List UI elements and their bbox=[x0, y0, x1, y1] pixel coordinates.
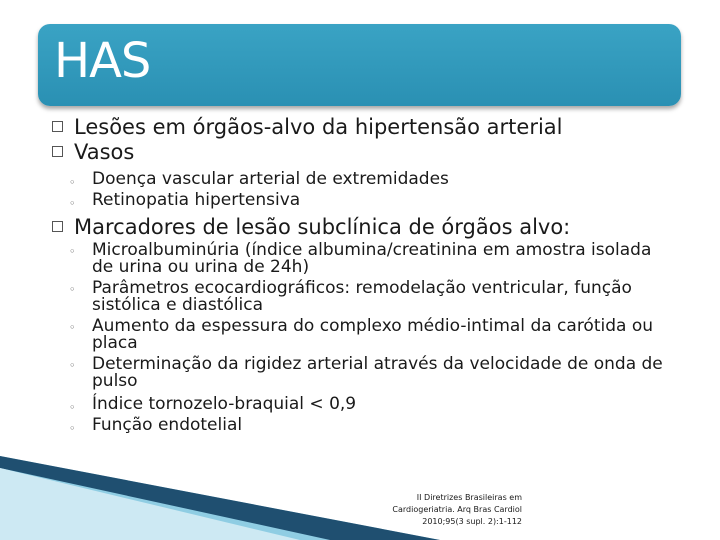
box-bullet-icon bbox=[52, 146, 63, 157]
ring-bullet-icon: ◦ bbox=[69, 283, 76, 296]
sub-bullet-text: Retinopatia hipertensiva bbox=[92, 190, 301, 210]
sub-bullet bbox=[52, 356, 672, 390]
box-bullet-icon bbox=[52, 221, 63, 232]
sub-bullet-text: Aumento da espessura do complexo médio-intimal da carótida ou placa bbox=[92, 316, 654, 353]
sub-bullet bbox=[52, 394, 672, 415]
ring-bullet-icon: ◦ bbox=[69, 422, 76, 435]
box-bullet-icon bbox=[52, 121, 63, 132]
ring-bullet-icon: ◦ bbox=[69, 176, 76, 189]
sub-bullet bbox=[52, 169, 672, 190]
sub-bullet-text: Parâmetros ecocardiográficos: remodelação ventricular, função sistólica e diastólica bbox=[92, 278, 632, 315]
sub-bullet-text: Microalbuminúria (índice albumina/creatinina em amostra isolada de urina ou urina de 24h) bbox=[92, 240, 652, 277]
bullet-text: Vasos bbox=[74, 140, 135, 164]
title-bar bbox=[38, 24, 681, 106]
bullet-text: Marcadores de lesão subclínica de órgãos alvo: bbox=[74, 215, 571, 239]
sub-bullet bbox=[52, 415, 672, 436]
sub-bullet-text: Índice tornozelo-braquial < 0,9 bbox=[92, 394, 357, 414]
bullet-marcadores bbox=[52, 215, 672, 240]
sub-bullet bbox=[52, 242, 672, 276]
bullet-text: Lesões em órgãos-alvo da hipertensão arterial bbox=[74, 115, 563, 139]
sub-bullet bbox=[52, 190, 672, 211]
ring-bullet-icon: ◦ bbox=[69, 245, 76, 258]
ring-bullet-icon: ◦ bbox=[69, 401, 76, 414]
sub-bullet bbox=[52, 280, 672, 314]
citation-line: II Diretrizes Brasileiras em bbox=[416, 493, 522, 502]
bullet-vasos bbox=[52, 140, 672, 165]
slide-title: HAS bbox=[54, 33, 151, 89]
ring-bullet-icon: ◦ bbox=[69, 359, 76, 372]
citation bbox=[340, 492, 522, 528]
slide-content bbox=[52, 115, 672, 436]
sub-bullet-text: Função endotelial bbox=[92, 415, 243, 435]
ring-bullet-icon: ◦ bbox=[69, 321, 76, 334]
sub-bullet-text: Doença vascular arterial de extremidades bbox=[92, 169, 449, 189]
sub-bullet-text: Determinação da rigidez arterial através da velocidade de onda de pulso bbox=[92, 354, 663, 391]
citation-line: Cardiogeriatria. Arq Bras Cardiol bbox=[392, 505, 522, 514]
sub-bullet bbox=[52, 318, 672, 352]
ring-bullet-icon: ◦ bbox=[69, 197, 76, 210]
citation-line: 2010;95(3 supl. 2):1-112 bbox=[422, 517, 522, 526]
bullet-lesoes bbox=[52, 115, 672, 140]
